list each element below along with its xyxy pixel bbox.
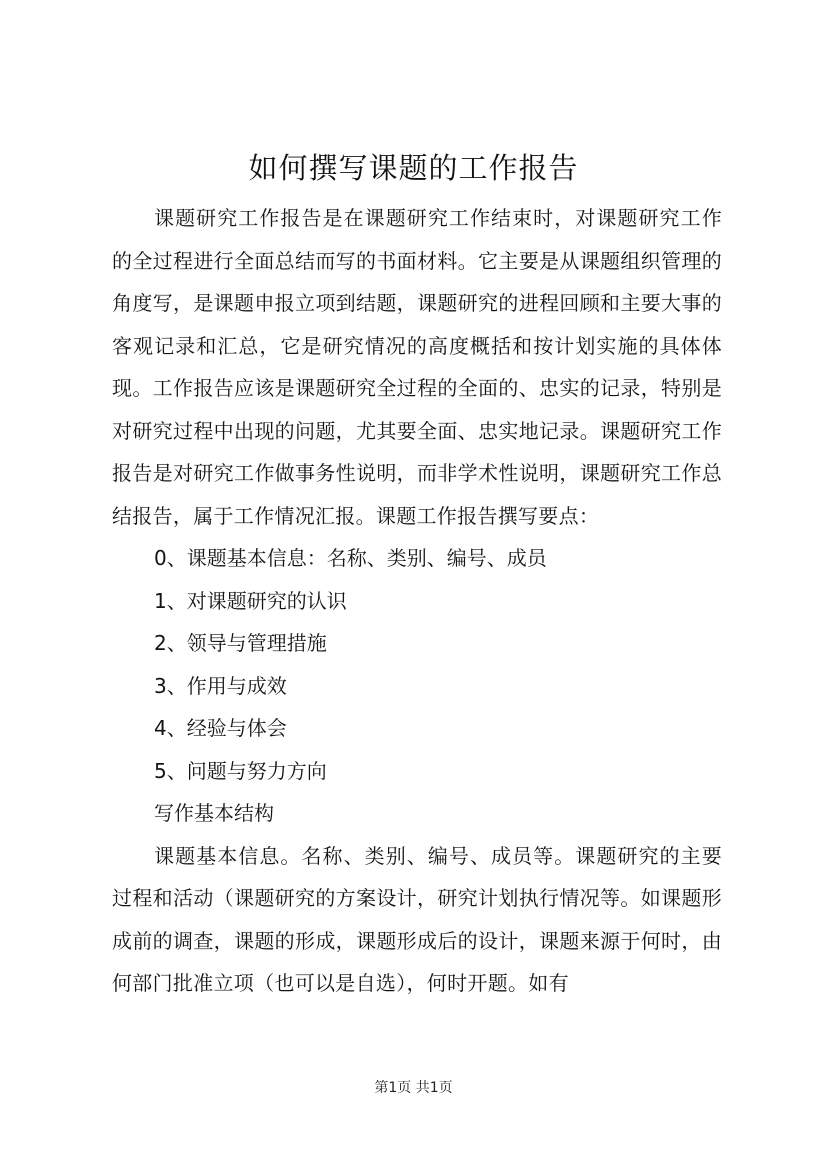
document-title: 如何撰写课题的工作报告 (248, 151, 579, 185)
intro-paragraph: 课题研究工作报告是在课题研究工作结束时，对课题研究工作的全过程进行全面总结而写的书面材料。它主要是从课题组织管理的角度写，是课题申报立项到结题，课题研究的进程回顾和主要大事的客观记录和汇总，它是研究情况的高度概括和按计划实施的具体体现。工作报告应该是课题研究全过程的全面的、忠实的记录，特别是对研究过程中出现的问题，尤其要全面、忠实地记录。课题研究工作报告是对研究工作做事务性说明，而非学术性说明，课题研究工作总结报告，属于工作情况汇报。课题工作报告撰写要点： (112, 206, 722, 528)
list-item: 4、经验与体会 (154, 716, 287, 740)
page-footer: 第1页 共1页 (374, 1080, 453, 1096)
document-body (112, 197, 722, 1005)
list-item: 5、问题与努力方向 (154, 758, 327, 783)
list-item: 1、对课题研究的认识 (154, 588, 347, 613)
list-item: 0、课题基本信息：名称、类别、编号、成员 (154, 546, 547, 570)
key-points-list (112, 537, 722, 792)
section-heading: 写作基本结构 (154, 801, 274, 825)
list-item: 2、领导与管理措施 (154, 631, 327, 655)
structure-paragraph: 课题基本信息。名称、类别、编号、成员等。课题研究的主要过程和活动（课题研究的方案设计，研究计划执行情况等。如课题形成前的调查，课题的形成，课题形成后的设计，课题来源于何时，由何部门批准立项（也可以是自选），何时开题。如有 (112, 843, 722, 995)
list-item: 3、作用与成效 (154, 673, 287, 698)
